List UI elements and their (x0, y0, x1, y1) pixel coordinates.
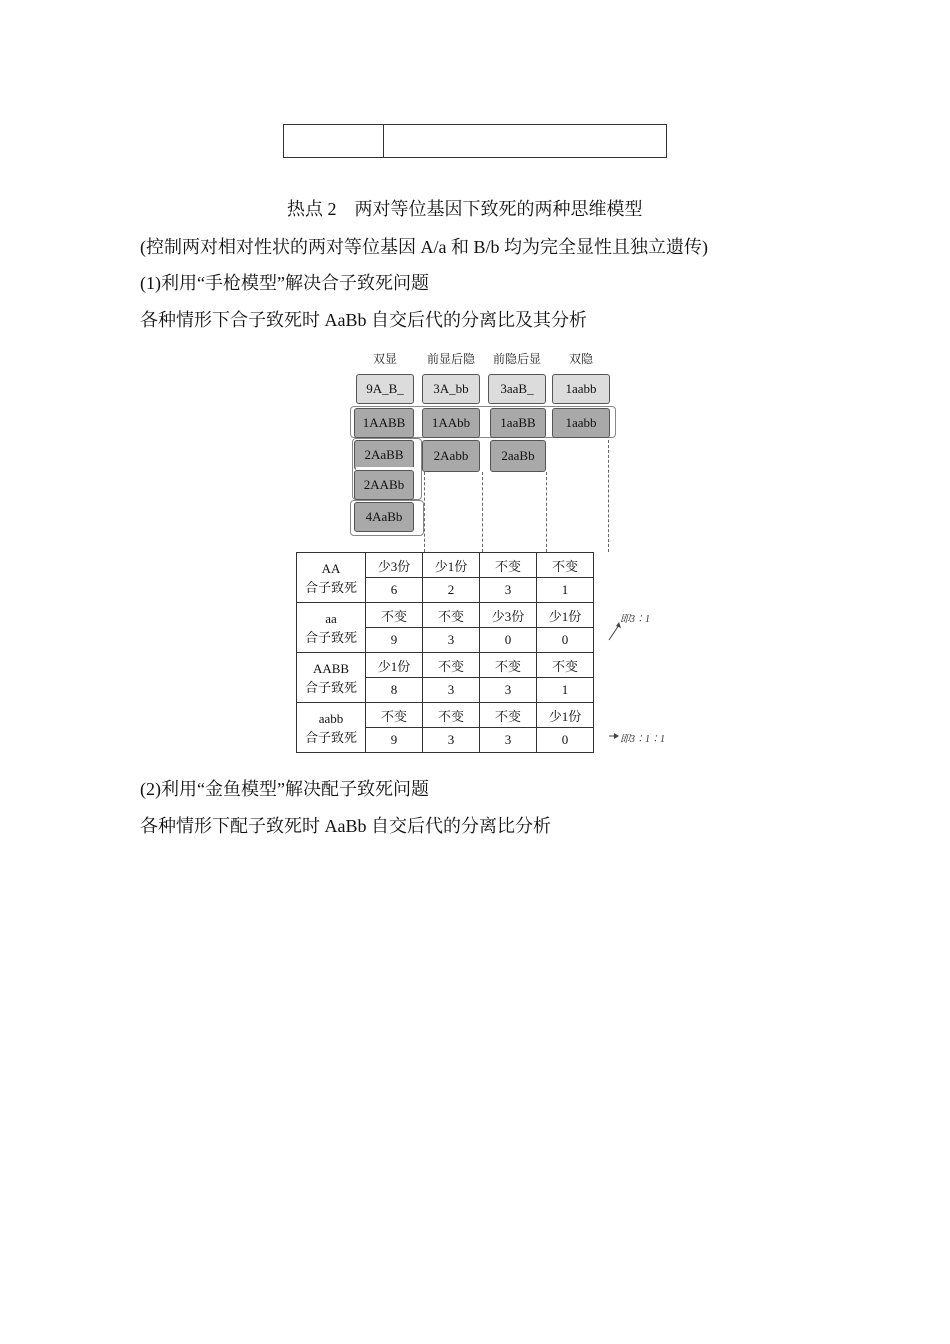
table-cell: 少1份 (423, 553, 480, 578)
genotype-1AABB: 1AABB (354, 408, 414, 438)
pistol-model-figure (290, 348, 670, 753)
table-cell: 9 (366, 728, 423, 753)
table-cell: 不变 (480, 703, 537, 728)
top-table-cell-left (284, 125, 384, 157)
table-cell: 3 (423, 728, 480, 753)
summary-box-9: 9A_B_ (356, 374, 414, 404)
genotype-2AaBB: 2AaBB (354, 440, 414, 470)
table-cell: 8 (366, 678, 423, 703)
table-cell: 1 (537, 678, 594, 703)
table-cell: 不变 (480, 653, 537, 678)
table-row (297, 653, 594, 678)
table-cell: 2 (423, 578, 480, 603)
table-cell: 不变 (480, 553, 537, 578)
row-label-AABB: AABB 合子致死 (297, 653, 366, 703)
row-label-aa: aa 合子致死 (297, 603, 366, 653)
summary-box-3-b: 3aaB_ (488, 374, 546, 404)
table-cell: 不变 (537, 653, 594, 678)
table-cell: 不变 (423, 703, 480, 728)
table-cell: 0 (537, 728, 594, 753)
section1-description: 各种情形下合子致死时 AaBb 自交后代的分离比及其分析 (140, 310, 587, 330)
hotspot-heading: 热点 2 两对等位基因下致死的两种思维模型 (287, 199, 643, 219)
table-row (297, 603, 594, 628)
arrow-icon (608, 731, 620, 741)
genotype-1AAbb: 1AAbb (422, 408, 480, 438)
row-label-aabb: aabb 合子致死 (297, 703, 366, 753)
table-cell: 少1份 (366, 653, 423, 678)
table-cell: 不变 (366, 703, 423, 728)
table-cell: 不变 (423, 603, 480, 628)
col-header-double-recessive: 双隐 (568, 352, 593, 366)
genotype-1aabb: 1aabb (552, 408, 610, 438)
table-cell: 少3份 (480, 603, 537, 628)
table-cell: 少1份 (537, 703, 594, 728)
condition-note: (控制两对相对性状的两对等位基因 A/a 和 B/b 均为完全显性且独立遗传) (140, 237, 708, 257)
table-cell: 1 (537, 578, 594, 603)
col-header-double-dominant: 双显 (372, 352, 397, 366)
top-table-fragment (283, 124, 667, 158)
dashed-guide-1 (424, 472, 425, 552)
genotype-2AABb: 2AABb (354, 470, 414, 500)
dashed-guide-4 (608, 440, 609, 552)
table-cell: 不变 (423, 653, 480, 678)
table-row (297, 553, 594, 578)
section2-description: 各种情形下配子致死时 AaBb 自交后代的分离比分析 (140, 816, 551, 836)
white-separator (356, 467, 416, 470)
table-cell: 3 (480, 678, 537, 703)
table-cell: 3 (423, 678, 480, 703)
genotype-2Aabb: 2Aabb (422, 440, 480, 472)
table-cell: 0 (537, 628, 594, 653)
row-label-AA: AA 合子致死 (297, 553, 366, 603)
table-cell: 0 (480, 628, 537, 653)
table-cell: 9 (366, 628, 423, 653)
table-cell: 3 (423, 628, 480, 653)
table-row (297, 703, 594, 728)
genotype-4AaBb: 4AaBb (354, 502, 414, 532)
table-cell: 少1份 (537, 603, 594, 628)
section1-title: (1)利用“手枪模型”解决合子致死问题 (140, 273, 429, 293)
ratio-note-1: 即3∶1 (620, 614, 650, 625)
dashed-guide-2 (482, 472, 483, 552)
col-header-dominant-recessive: 前显后隐 (426, 352, 475, 366)
section2-title: (2)利用“金鱼模型”解决配子致死问题 (140, 779, 429, 799)
ratio-note-2: 即3∶1∶1 (620, 734, 665, 745)
dashed-guide-3 (546, 472, 547, 552)
genotype-2aaBb: 2aaBb (490, 440, 546, 472)
top-table-cell-right (384, 125, 666, 157)
col-header-recessive-dominant: 前隐后显 (492, 352, 541, 366)
table-cell: 3 (480, 728, 537, 753)
table-cell: 3 (480, 578, 537, 603)
summary-box-1: 1aabb (552, 374, 610, 404)
genotype-1aaBB: 1aaBB (490, 408, 546, 438)
table-cell: 不变 (537, 553, 594, 578)
summary-box-3-a: 3A_bb (422, 374, 480, 404)
table-cell: 少3份 (366, 553, 423, 578)
table-cell: 不变 (366, 603, 423, 628)
zygote-lethality-table (296, 552, 594, 753)
table-cell: 6 (366, 578, 423, 603)
